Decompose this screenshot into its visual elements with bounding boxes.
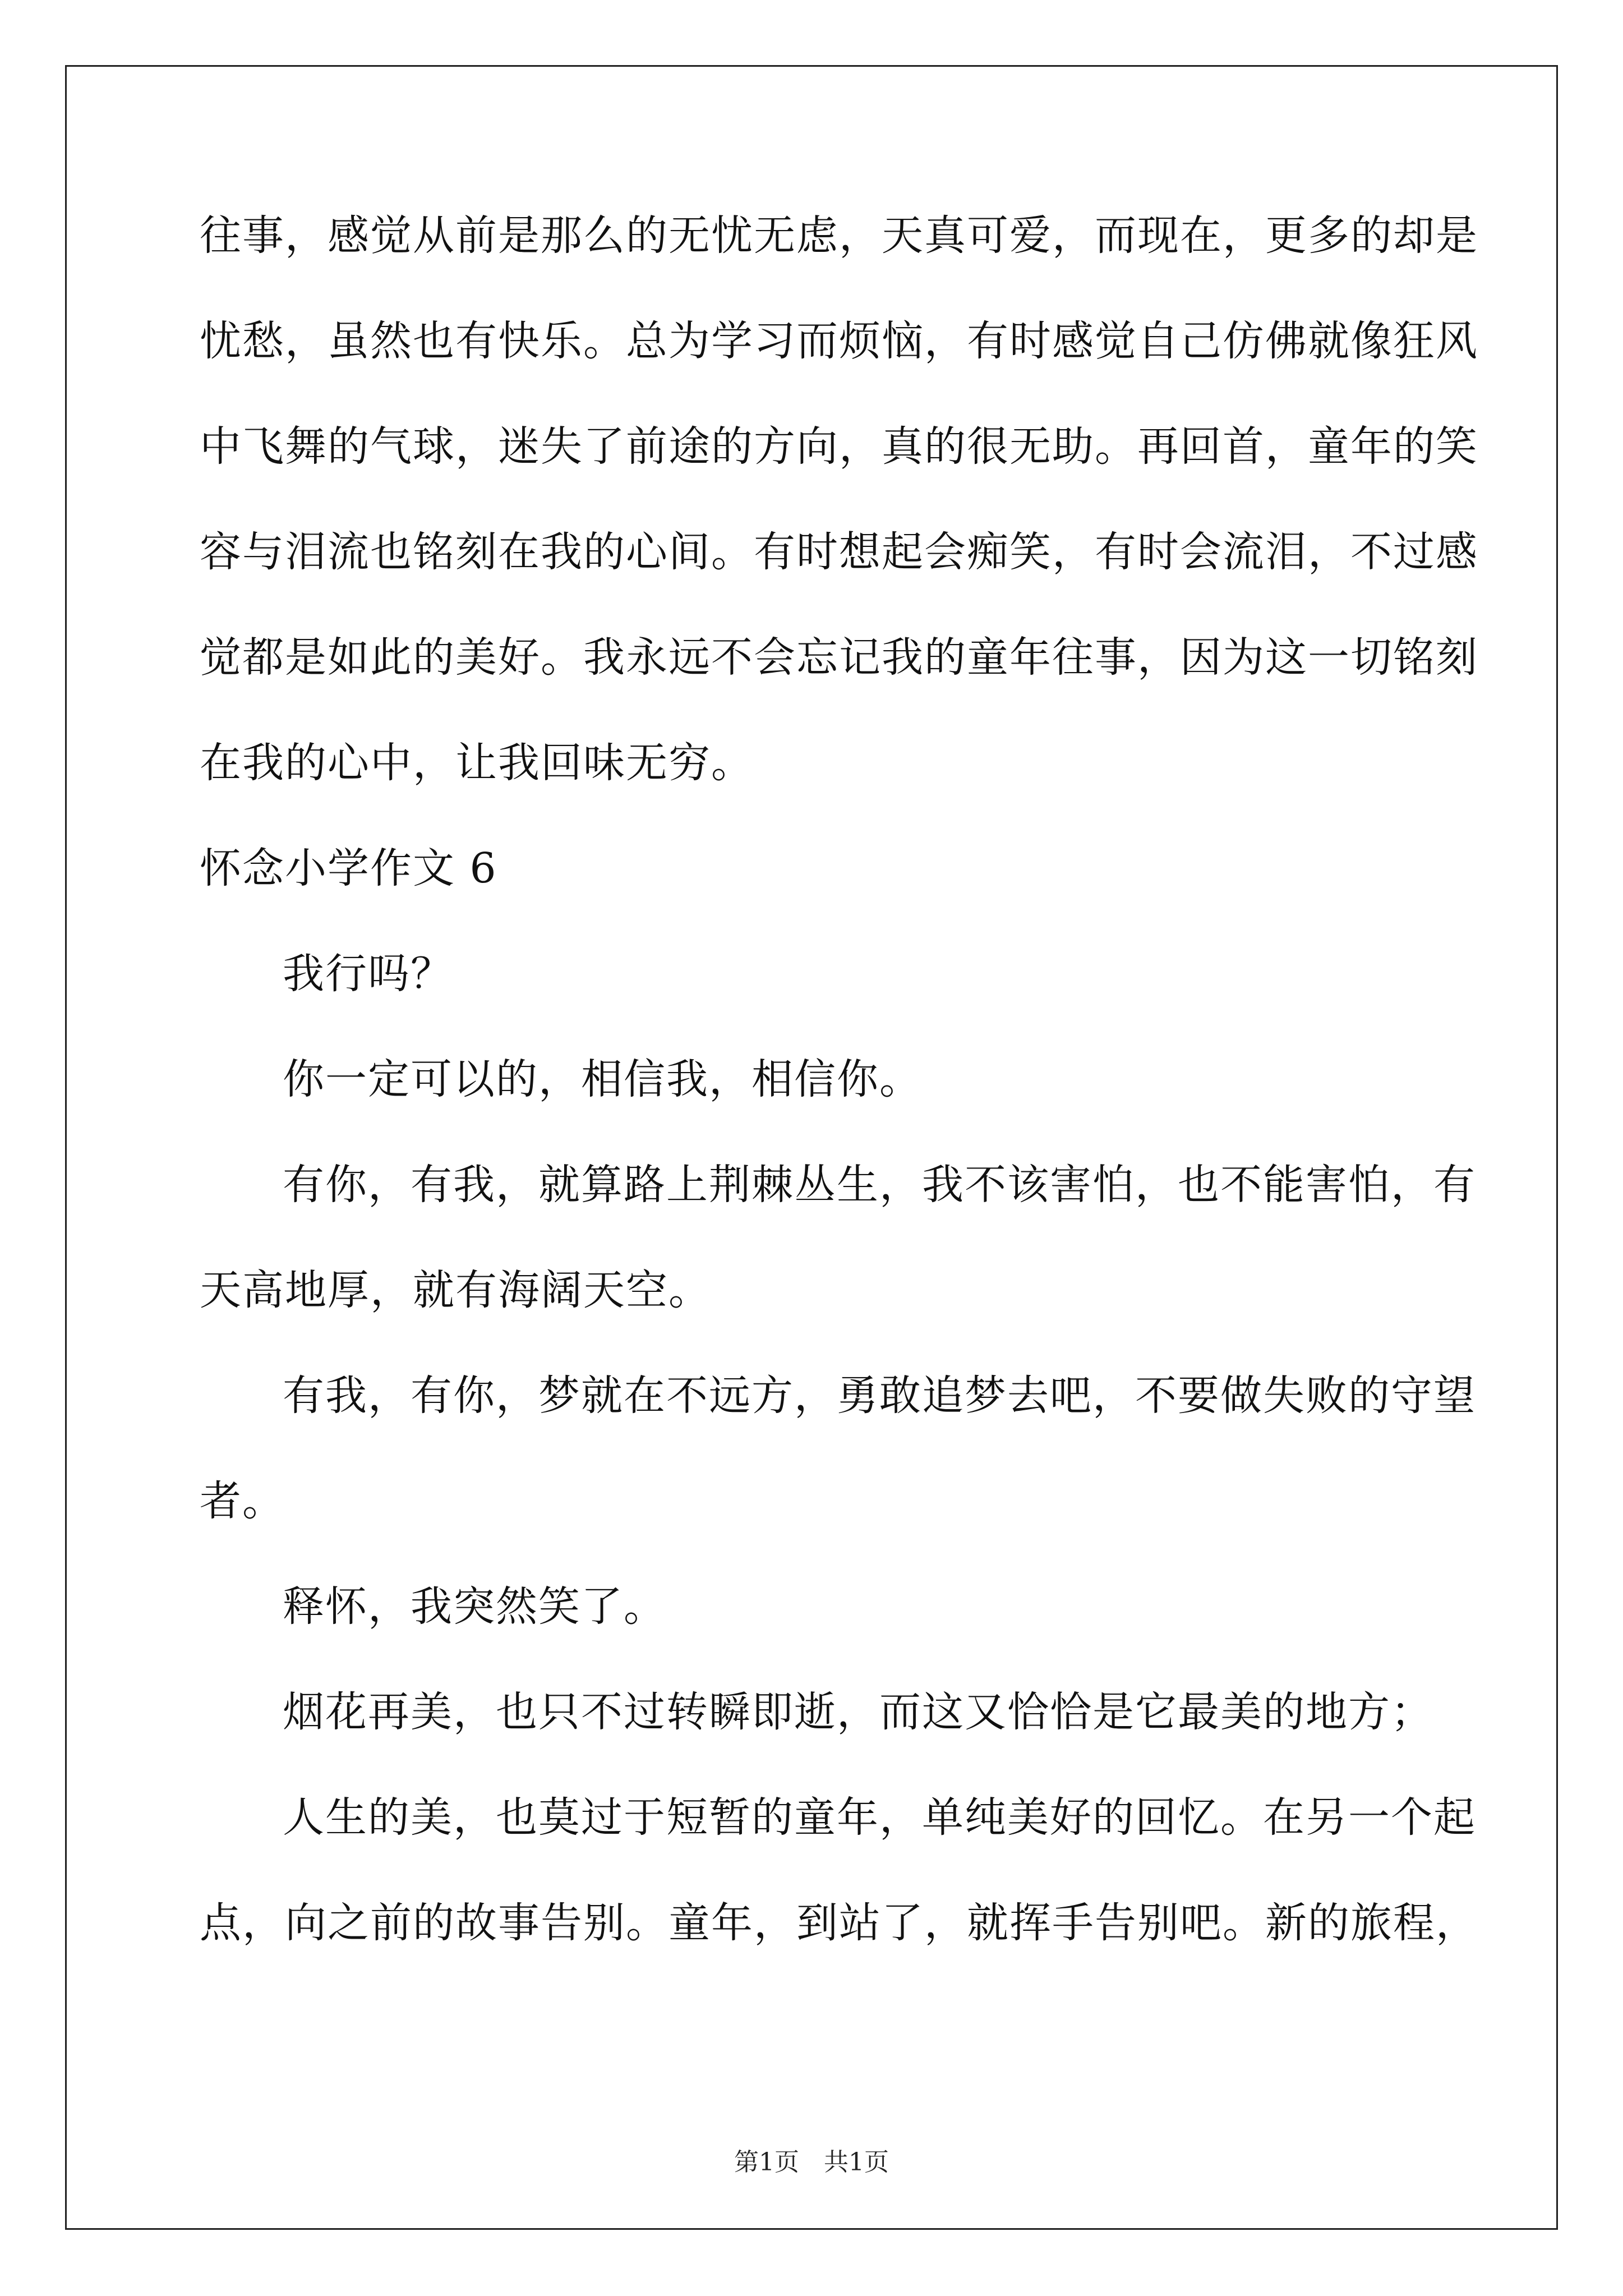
text-line: 觉都是如此的美好。我永远不会忘记我的童年往事，因为这一切铭刻 — [200, 633, 1478, 682]
text-line: 容与泪流也铭刻在我的心间。有时想起会痴笑，有时会流泪，不过感 — [200, 528, 1478, 576]
text-line: 有我，有你，梦就在不远方，勇敢追梦去吧，不要做失败的守望 — [283, 1372, 1476, 1420]
text-line: 忧愁，虽然也有快乐。总为学习而烦恼，有时感觉自己仿佛就像狂风 — [200, 317, 1478, 365]
text-line: 中飞舞的气球，迷失了前途的方向，真的很无助。再回首，童年的笑 — [200, 422, 1478, 471]
text-line: 在我的心中，让我回味无穷。 — [200, 739, 754, 787]
text-line: 释怀，我突然笑了。 — [283, 1582, 666, 1631]
text-line: 者。 — [200, 1477, 285, 1525]
text-line: 有你，有我，就算路上荆棘丛生，我不该害怕，也不能害怕，有 — [283, 1161, 1476, 1209]
text-line: 你一定可以的，相信我，相信你。 — [283, 1055, 922, 1103]
document-body — [200, 208, 1478, 2000]
text-line: 天高地厚，就有海阔天空。 — [200, 1266, 711, 1314]
text-line: 人生的美，也莫过于短暂的童年，单纯美好的回忆。在另一个起 — [283, 1793, 1476, 1842]
text-line: 往事，感觉从前是那么的无忧无虑，天真可爱，而现在，更多的却是 — [200, 211, 1478, 260]
text-line: 我行吗？ — [283, 950, 453, 998]
page-footer: 第1页 共1页 — [734, 2148, 889, 2177]
section-heading: 怀念小学作文 6 — [200, 844, 497, 892]
text-line: 点，向之前的故事告别。童年，到站了，就挥手告别吧。新的旅程， — [200, 1899, 1478, 1947]
text-line: 烟花再美，也只不过转瞬即逝，而这又恰恰是它最美的地方； — [283, 1688, 1433, 1736]
